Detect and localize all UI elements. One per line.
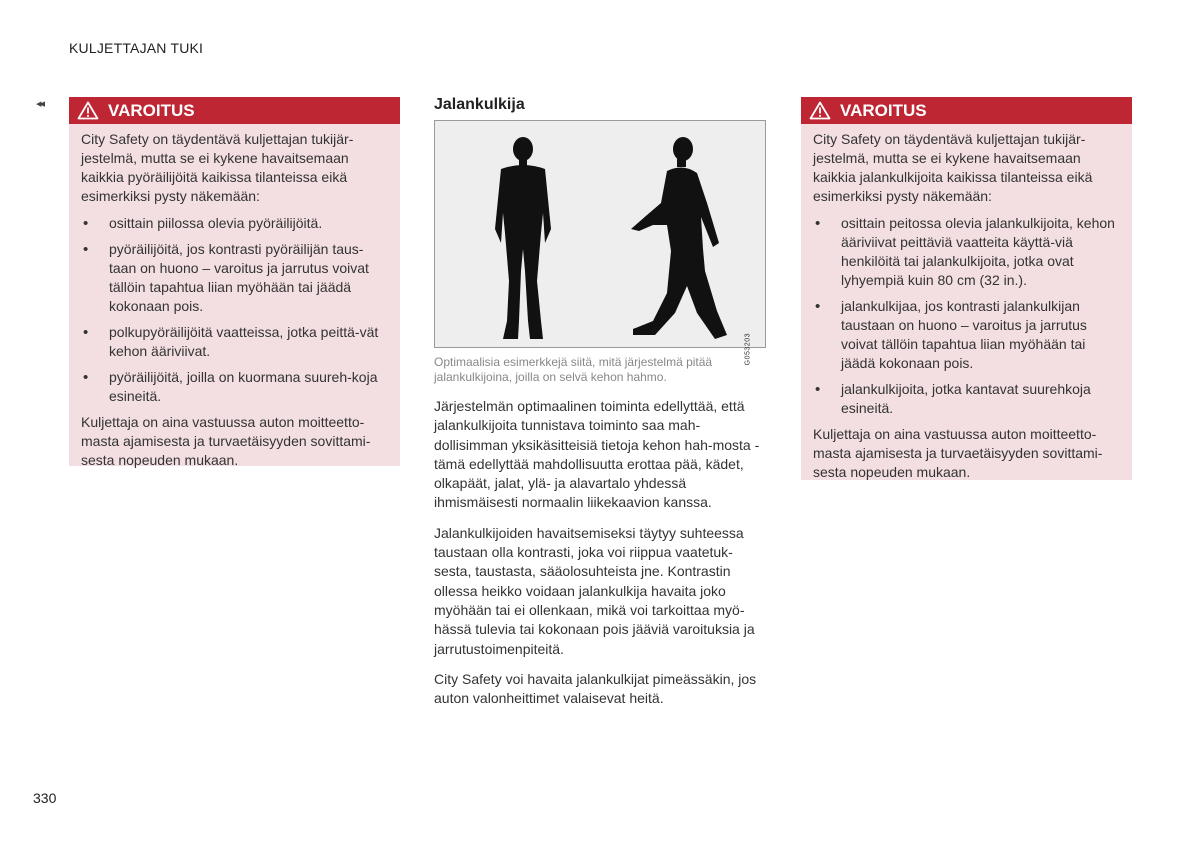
page-number: 330 <box>33 790 57 806</box>
standing-person-silhouette <box>495 137 551 339</box>
list-item: • osittain peitossa olevia jalankulkijoita, kehon ääriviivat peittäviä vaatteita käyttä-viä henkilöitä tai jalankulkijoita, jotka ovat lyhyempiä kuin 80 cm (32 in.). <box>813 214 1120 290</box>
list-item: • jalankulkijoita, jotka kantavat suurehkoja esineitä. <box>813 380 1120 418</box>
back-arrows-icon[interactable]: ◂◂ <box>36 98 44 110</box>
body-paragraph: City Safety voi havaita jalankulkijat pimeässäkin, jos auton valonheittimet valaisevat heitä. <box>434 670 757 707</box>
warning-box-pedestrians <box>801 97 1132 480</box>
list-item: • pyöräilijöitä, joilla on kuormana suureh-koja esineitä. <box>81 368 388 406</box>
pedestrian-section <box>434 96 768 719</box>
warning-intro: City Safety on täydentävä kuljettajan tukijär-jestelmä, mutta se ei kykene havaitsemaan kaikkia jalankulkijoita kaikissa tilanteissa eikä esimerkiksi pysty näkemään: <box>813 131 1093 204</box>
warning-header <box>69 97 400 124</box>
pedestrian-silhouettes-illustration <box>435 121 765 347</box>
section-header: KULJETTAJAN TUKI <box>69 40 204 56</box>
section-heading: Jalankulkija <box>434 96 525 113</box>
warning-list <box>81 214 388 406</box>
walking-person-silhouette <box>631 137 727 339</box>
body-paragraph: Järjestelmän optimaalinen toiminta edellyttää, että jalankulkijoita tunnistava toiminto saa mah-dollisimman yksikäsitteisiä tietoja kehon hah-mosta - tämä edellyttää mahdollisuutta erottaa pää, kädet, olkapäät, jalat, ylä- ja alavartalo yhdessä ihmismäisesti normaalin liikekaavion kanssa. <box>434 398 760 511</box>
warning-triangle-icon <box>809 101 831 120</box>
figure-caption: Optimaalisia esimerkkejä siitä, mitä järjestelmä pitää jalankulkijoina, joilla on selvä kehon hahmo. <box>434 355 713 384</box>
list-item: • pyöräilijöitä, jos kontrasti pyöräilijän taus-taan on huono – varoitus ja jarrutus voivat tällöin tapahtua liian myöhään tai jäädä kokonaan pois. <box>81 240 388 316</box>
list-item: • polkupyöräilijöitä vaatteissa, jotka peittä-vät kehon ääriviivat. <box>81 323 388 361</box>
pedestrian-figure <box>434 120 766 366</box>
warning-list <box>813 214 1120 418</box>
body-paragraph: Jalankulkijoiden havaitsemiseksi täytyy suhteessa taustaan olla kontrasti, joka voi riippua vaatetuk-sesta, taustasta, sääolosuhteista jne. Kontrastin ollessa heikko voidaan jalankulkija havaita joko myöhään tai ei ollenkaan, mikä voi tarkoittaa myö-hässä tulevia tai kokonaan pois jääviä varoituksia ja jarrutustoimenpiteitä. <box>434 524 755 657</box>
warning-triangle-icon <box>77 101 99 120</box>
warning-closing: Kuljettaja on aina vastuussa auton moitteetto-masta ajamisesta ja turvaetäisyyden sovittami-sesta nopeuden mukaan. <box>813 426 1103 480</box>
warning-title: VAROITUS <box>108 100 195 120</box>
warning-title: VAROITUS <box>840 100 927 120</box>
list-item: • jalankulkijaa, jos kontrasti jalankulkijan taustaan on huono – varoitus ja jarrutus voivat tällöin tapahtua liian myöhään tai jäädä kokonaan pois. <box>813 297 1120 373</box>
warning-closing: Kuljettaja on aina vastuussa auton moitteetto-masta ajamisesta ja turvaetäisyyden sovittami-sesta nopeuden mukaan. <box>81 414 371 468</box>
warning-intro: City Safety on täydentävä kuljettajan tukijär-jestelmä, mutta se ei kykene havaitsemaan kaikkia pyöräilijöitä kaikissa tilanteissa eikä esimerkiksi pysty näkemään: <box>81 131 354 204</box>
warning-header <box>801 97 1132 124</box>
figure-code: G053203 <box>744 333 751 366</box>
warning-box-cyclists <box>69 97 400 466</box>
list-item: • osittain piilossa olevia pyöräilijöitä. <box>81 214 388 233</box>
